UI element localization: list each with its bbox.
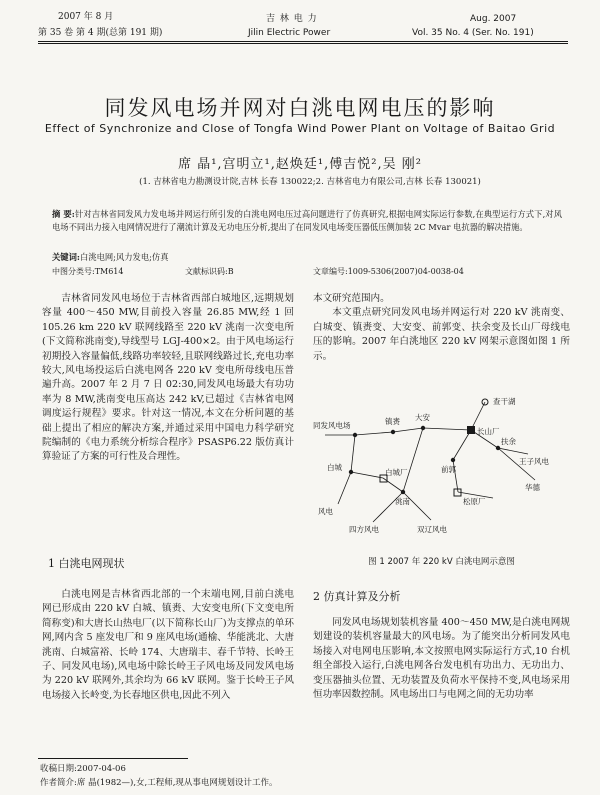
paper-title-cn: 同发风电场并网对白洮电网电压的影响: [104, 96, 496, 120]
keywords-text: 白洮电网;风力发电;仿真: [79, 252, 169, 262]
node-taonan: [353, 433, 357, 437]
intro-paragraph: 吉林省同发风电场位于吉林省西部白城地区,远期规划容量 400～450 MW,目前投入容量 26.85 MW,经 1 回 105.26 km 220 kV 联网线路至 220 kV 洮南一次变电所(下文简称洮南变),导线型号 LGJ-400×2。由于风电场运行初期投入容量偏低,线路功率较轻,且联网线路过长,充电功率较大,风电场投运后白洮电网各 220 kV 变电所母线电压普遍升高。2007 年 2 月 7 日 02:30,同发风电场最大有功功率为 8 MW,洮南变电压高达 242 kV,已超过《吉林省电网调度运行规程》要求。针对这一情况,本文在分析问题的基础上提出了相应的解决方案,并通过采用中国电力科学研究院编制的《电力系统分析综合程序》PSASP6.22 版仿真计算验证了方案的可行性及合理性。: [42, 293, 294, 463]
header-rule: [38, 41, 568, 42]
grid-lines: [325, 402, 535, 522]
section1-body: [42, 588, 294, 703]
label-zhenlai: 镇赉: [385, 417, 400, 426]
label-baichengchang: 白城厂: [385, 468, 408, 477]
label-tongfa: 同发风电场: [313, 421, 351, 430]
label-shuangliao: 双辽风电: [417, 525, 447, 534]
abstract-label: 摘 要:: [52, 209, 75, 219]
intro-continued: 本文研究范围内。: [313, 293, 390, 304]
node-sub: [401, 490, 405, 494]
line-baicheng-baichengchang: [351, 472, 383, 478]
label-changshan: 长山厂: [477, 427, 500, 436]
intro-text-right: [313, 292, 570, 364]
section2-heading: 2 仿真计算及分析: [313, 590, 401, 603]
paper-title-en: Effect of Synchronize and Close of Tongfa Wind Power Plant on Voltage of Baitao Grid: [44, 122, 556, 135]
keywords: [52, 251, 169, 263]
line-changshan-chagan: [471, 402, 485, 430]
header-date-en: Aug. 2007: [470, 14, 517, 24]
article-number: 文章编号:1009-5306(2007)04-0038-04: [313, 267, 464, 276]
author-list: 席 晶¹,宫明立¹,赵焕廷¹,傅吉悦²,吴 刚²: [178, 157, 422, 172]
node-daan: [421, 426, 425, 430]
section2-body: [313, 616, 570, 702]
received-date: 收稿日期:2007-04-06: [40, 764, 126, 774]
node-zhenlai: [391, 430, 395, 434]
keywords-label: 关键词:: [52, 252, 80, 262]
header-journal-cn: 吉 林 电 力: [266, 14, 318, 24]
label-fuyu: 扶余: [501, 437, 516, 446]
line-taonan-baicheng: [351, 435, 355, 472]
label-songyuan: 松原厂: [463, 497, 486, 506]
document-code: 文献标识码:B: [185, 267, 234, 276]
line-daan-sub: [403, 428, 423, 492]
line-zhenlai-daan: [393, 428, 423, 432]
line-fuyu-wangzi: [498, 448, 528, 454]
label-daan: 大安: [415, 413, 430, 422]
grid-diagram: [313, 392, 570, 547]
scope-paragraph: 本文重点研究同发风电场并网运行对 220 kV 洮南变、白城变、镇赉变、大安变、前郭变、扶余变及长山厂母线电压的影响。2007 年白洮地区 220 kV 网架示意图如图 1 所示。: [313, 307, 570, 362]
label-baicheng: 白城: [327, 463, 342, 472]
clc-number: 中图分类号:TM614: [52, 267, 124, 276]
header-journal-en: Jilin Electric Power: [248, 28, 331, 38]
line-taonan-zhenlai: [355, 432, 393, 435]
label-fengdian: 风电: [318, 507, 333, 516]
node-changshan: [467, 426, 475, 434]
label-sifang: 四方风电: [349, 525, 379, 534]
affiliation: (1. 吉林省电力勘测设计院,吉林 长春 130022;2. 吉林省电力有限公司,吉林 长春 130021): [139, 177, 481, 187]
node-qianguo: [451, 458, 455, 462]
label-wangzi: 王子风电: [519, 457, 549, 466]
line-changshan-qianguo: [453, 430, 471, 460]
line-baicheng-fengdian: [338, 472, 351, 504]
header-issue-cn: 第 35 卷 第 4 期(总第 191 期): [38, 28, 163, 38]
header-issue-en: Vol. 35 No. 4 (Ser. No. 191): [412, 28, 534, 38]
section2-paragraph: 同发风电场规划装机容量 400～450 MW,是白洮电网规划建设的装机容量最大的风电场。为了能突出分析同发风电场接入对电网电压影响,本文按照电网实际运行方式,10 台机组全部投入运行,白洮电网各台发电机有功出力、无功出力、变压器抽头位置、无功装置及负荷水平保持不变,风电场采用恒功率因数控制。风电场出口与电网之间的无功功率: [313, 617, 570, 701]
label-taonan: 洮南: [395, 497, 410, 506]
intro-text-left: [42, 292, 294, 465]
label-qianguo: 前郭: [441, 465, 456, 474]
node-fuyu: [496, 446, 500, 450]
label-huade: 华德: [525, 483, 540, 492]
header-date-cn: 2007 年 8 月: [58, 12, 114, 22]
line-daan-changshan: [423, 428, 471, 430]
label-chagan: 查干湖: [493, 397, 516, 406]
header-rule-2: [38, 43, 568, 44]
section1-paragraph: 白洮电网是吉林省西北部的一个末端电网,目前白洮电网已形成由 220 kV 白城、镇赉、大安变电所(下文变电所简称变)和大唐长山热电厂(以下简称长山厂)为支撑点的单环网,网内含 5 座发电厂和 9 座风电场(通榆、华能洮北、大唐洮南、白城富裕、长岭 174、大唐瑞丰、春千节特、长岭王子、同发风电场),风电场中除长岭王子风电场及同发风电场为 220 kV 联网外,其余均为 66 kV 联网。鉴于长岭王子风电场接入长岭变,为长春地区供电,因此不列入: [42, 589, 294, 701]
abstract-text: 针对吉林省同发风力发电场并网运行所引发的白洮电网电压过高问题进行了仿真研究,根据电网实际运行参数,在典型运行方式下,对风电场不同出力接入电网情况进行了潮流计算及无功电压分析,提出了在同发风电场变压器低压侧加装 2C Mvar 电抗器的解决措施。: [52, 209, 563, 232]
line-baichengchang-sub: [383, 478, 403, 492]
section1-heading: 1 白洮电网现状: [48, 557, 125, 570]
node-baicheng: [349, 470, 353, 474]
abstract: [52, 208, 562, 234]
author-bio: 作者简介:席 晶(1982—),女,工程师,现从事电网规划设计工作。: [40, 778, 278, 788]
figure-caption: 图 1 2007 年 220 kV 白洮电网示意图: [368, 557, 515, 567]
footnote-rule: [38, 758, 188, 759]
